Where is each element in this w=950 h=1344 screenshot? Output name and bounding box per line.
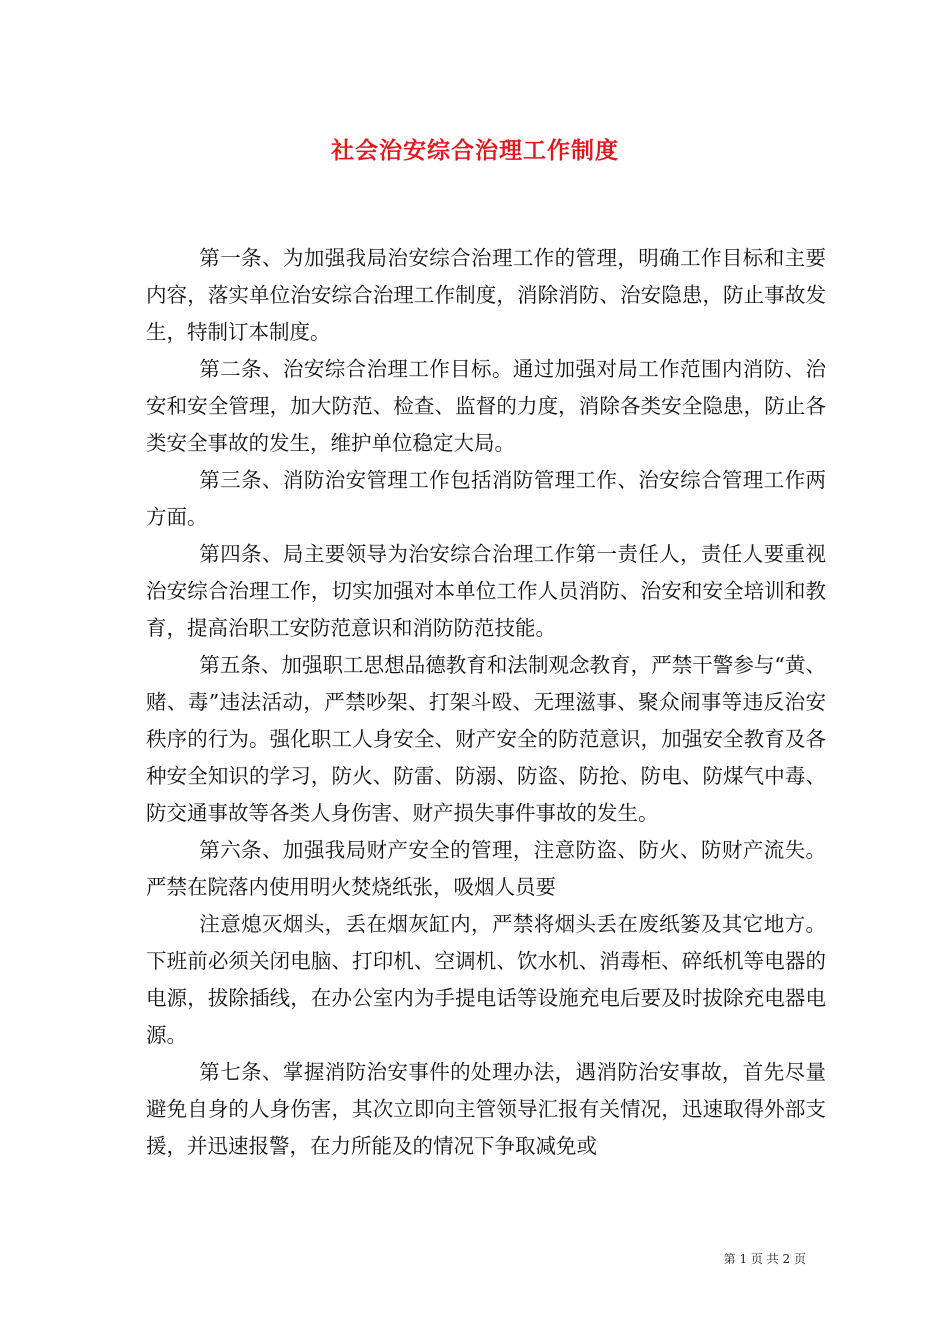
page-number: 第 1 页 共 2 页 [723,1252,806,1266]
paragraph-article-5: 第五条、加强职工思想品德教育和法制观念教育，严禁干警参与“黄、赌、毒”违法活动，严禁吵架、打架斗殴、无理滋事、聚众闹事等违反治安秩序的行为。强化职工人身安全、财产安全的防范意识，加强安全教育及各种安全知识的学习，防火、防雷、防溺、防盗、防抢、防电、防煤气中毒、防交通事故等各类人身伤害、财产损失事件事故的发生。 [146,653,826,825]
paragraph-article-7: 第七条、掌握消防治安事件的处理办法，遇消防治安事故，首先尽量避免自身的人身伤害，其次立即向主管领导汇报有关情况，迅速取得外部支援，并迅速报警，在力所能及的情况下争取减免或 [146,1060,826,1158]
paragraph-article-4: 第四条、局主要领导为治安综合治理工作第一责任人，责任人要重视治安综合治理工作，切实加强对本单位工作人员消防、治安和安全培训和教育，提高治职工安防范意识和消防防范技能。 [146,542,826,640]
document-title: 社会治安综合治理工作制度 [331,137,619,164]
paragraph-article-3: 第三条、消防治安管理工作包括消防管理工作、治安综合管理工作两方面。 [146,468,826,529]
paragraph-article-1: 第一条、为加强我局治安综合治理工作的管理，明确工作目标和主要内容，落实单位治安综合治理工作制度，消除消防、治安隐患，防止事故发生，特制订本制度。 [146,246,826,344]
paragraph-article-6-continued: 注意熄灭烟头，丢在烟灰缸内，严禁将烟头丢在废纸篓及其它地方。下班前必须关闭电脑、打印机、空调机、饮水机、消毒柜、碎纸机等电器的电源，拔除插线，在办公室内为手提电话等设施充电后要及时拔除充电器电源。 [146,912,826,1047]
paragraph-article-2: 第二条、治安综合治理工作目标。通过加强对局工作范围内消防、治安和安全管理，加大防范、检查、监督的力度，消除各类安全隐患，防止各类安全事故的发生，维护单位稳定大局。 [146,357,826,455]
document-body [146,240,826,1165]
paragraph-article-6: 第六条、加强我局财产安全的管理，注意防盗、防火、防财产流失。严禁在院落内使用明火焚烧纸张，吸烟人员要 [146,838,826,899]
